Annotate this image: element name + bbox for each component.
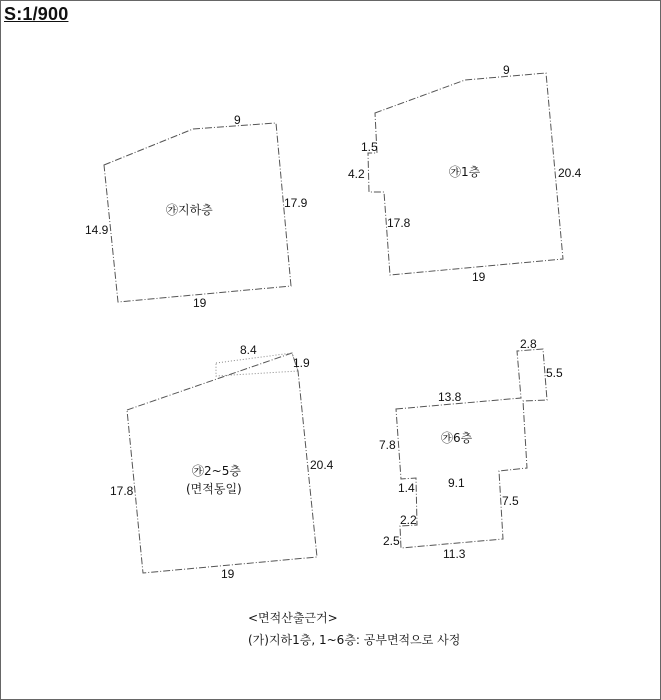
dimension-label-floor1: 1.5 <box>361 140 378 154</box>
floor2to5-extension-outline <box>216 353 298 376</box>
floor6-outline <box>396 349 547 548</box>
dimension-label-floor2to5: 19 <box>221 567 235 581</box>
notes-title: <면적산출근거> <box>248 611 338 625</box>
dimension-label-basement: 9 <box>234 113 241 127</box>
room-label-floor2to5: ㉮2~5층 <box>192 464 241 478</box>
room-label-floor6: ㉮6층 <box>441 431 473 445</box>
dimension-label-floor1: 9 <box>503 63 510 77</box>
dimension-label-floor2to5: 8.4 <box>240 343 257 357</box>
dimension-label-floor1: 20.4 <box>558 166 582 180</box>
dimension-label-floor2to5: 20.4 <box>310 458 334 472</box>
dimension-label-floor6: 1.4 <box>398 481 415 495</box>
dimension-label-floor6: 13.8 <box>438 390 462 404</box>
dimension-label-basement: 14.9 <box>85 223 109 237</box>
dimension-label-floor6: 2.2 <box>400 513 417 527</box>
dimension-label-floor6: 11.3 <box>443 547 466 561</box>
dimension-label-floor2to5: 17.8 <box>110 484 134 498</box>
scale-label: S:1/900 <box>4 4 69 24</box>
dimension-label-floor6: 2.8 <box>520 337 537 351</box>
notes-text: (가)지하1층, 1~6층: 공부면적으로 사정 <box>248 633 461 647</box>
dimension-label-floor6: 7.8 <box>379 438 396 452</box>
dimension-label-floor6: 5.5 <box>546 366 563 380</box>
room-sublabel-floor2to5: (면적동일) <box>186 482 242 496</box>
dimension-label-floor6: 2.5 <box>383 534 400 548</box>
dimension-label-floor2to5: 1.9 <box>293 356 310 370</box>
dimension-label-floor1: 17.8 <box>387 216 411 230</box>
dimension-label-basement: 17.9 <box>284 196 308 210</box>
room-label-basement: ㉮지하층 <box>166 203 213 217</box>
dimension-label-floor6: 7.5 <box>502 494 519 508</box>
dimension-label-floor1: 19 <box>472 270 486 284</box>
room-label-floor1: ㉮1층 <box>449 165 481 179</box>
dimension-label-basement: 19 <box>193 296 207 310</box>
dimension-label-floor1: 4.2 <box>348 167 365 181</box>
dimension-label-floor6: 9.1 <box>448 476 465 490</box>
